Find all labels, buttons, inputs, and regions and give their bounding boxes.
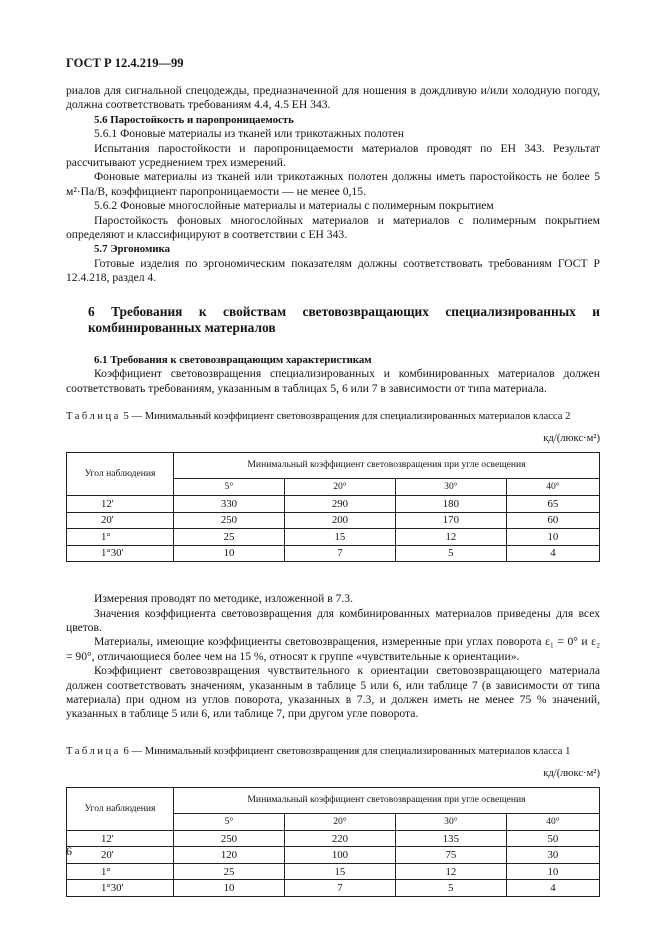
table-5-header-angle: 30° bbox=[395, 479, 506, 496]
table-cell: 1° bbox=[67, 863, 174, 880]
section-5-6-1-paragraph-1: Испытания паростойкости и паропроницаемости материалов проводят по ЕН 343. Результат рассчитывают усреднением трех измерений. bbox=[66, 141, 600, 170]
table-cell: 4 bbox=[506, 545, 599, 562]
table-cell: 250 bbox=[174, 830, 285, 847]
table-6-header-angle: 40° bbox=[506, 813, 599, 830]
section-5-6-1-paragraph-2: Фоновые материалы из тканей или трикотажных полотен должны иметь паростойкость не более 5 м²·Па/В, коэффициент паропроницаемости — не менее 0,15. bbox=[66, 170, 600, 198]
table-cell: 25 bbox=[174, 863, 285, 880]
table-cell: 60 bbox=[506, 512, 599, 529]
paragraph-sensitive: Коэффициент световозвращения чувствительного к ориентации световозвращающего материала должен соответствовать значениям, указанным в таблице 5 или 6, или таблице 7 (в зависимости от типа материала) при одном из углов поворота, указанных в 7.3, и должен иметь не менее 75 % значений, указанных в таблице 5 или 6, или таблице 7, при другом угле поворота. bbox=[66, 664, 600, 721]
table-row bbox=[67, 529, 600, 546]
table-6-header-angle: 30° bbox=[395, 813, 506, 830]
section-6-1-paragraph: Коэффициент световозвращения специализированных и комбинированных материалов должен соответствовать требованиям, указанным в таблицах 5, 6 или 7 в зависимости от типа материала. bbox=[66, 367, 600, 395]
paragraph-orientation: Материалы, имеющие коэффициенты световозвращения, измеренные при углах поворота ε₁ = 0° и ε₂ = 90°, отличающиеся более чем на 15 %, относят к группе «чувствительные к ориентации». bbox=[66, 635, 600, 663]
table-cell: 135 bbox=[395, 830, 506, 847]
table-6 bbox=[66, 787, 600, 897]
table-5 bbox=[66, 452, 600, 562]
table-cell: 12 bbox=[395, 529, 506, 546]
table-5-unit: кд/(люкс·м²) bbox=[543, 432, 600, 444]
table-row bbox=[67, 496, 600, 513]
page-number: 6 bbox=[66, 844, 72, 858]
table-row bbox=[67, 512, 600, 529]
table-5-header-observation: Угол наблюдения bbox=[67, 453, 174, 496]
table-cell: 250 bbox=[174, 512, 285, 529]
paragraph-continued: риалов для сигнальной спецодежды, предназначенной для ношения в дождливую и/или холодную погоду, должна соответствовать требованиям 4.4, 4.5 ЕН 343. bbox=[66, 84, 600, 112]
table-cell: 12' bbox=[67, 496, 174, 513]
table-cell: 290 bbox=[284, 496, 395, 513]
table-row bbox=[67, 847, 600, 864]
table-cell: 180 bbox=[395, 496, 506, 513]
table-cell: 100 bbox=[284, 847, 395, 864]
table-cell: 120 bbox=[174, 847, 285, 864]
table-cell: 4 bbox=[506, 880, 599, 897]
table-row bbox=[67, 545, 600, 562]
section-6-title: 6 Требования к свойствам световозвращающих специализированных и комбинированных материалов bbox=[88, 303, 600, 335]
section-6-1-title: 6.1 Требования к световозвращающим характеристикам bbox=[94, 353, 372, 366]
table-cell: 50 bbox=[506, 830, 599, 847]
table-5-caption: Таблица 5 — Минимальный коэффициент световозвращения для специализированных материалов класса 2 bbox=[66, 410, 571, 422]
table-cell: 15 bbox=[284, 529, 395, 546]
paragraph-measurement: Измерения проводят по методике, изложенной в 7.3. bbox=[94, 592, 354, 606]
table-cell: 200 bbox=[284, 512, 395, 529]
page-header: ГОСТ Р 12.4.219—99 bbox=[66, 56, 184, 70]
table-6-header-group: Минимальный коэффициент световозвращения при угле освещения bbox=[174, 787, 600, 813]
table-cell: 1°30' bbox=[67, 545, 174, 562]
section-5-6-2-paragraph: Паростойкость фоновых многослойных материалов и материалов с полимерным покрытием определяют и классифицируют в соответствии с ЕН 343. bbox=[66, 213, 600, 242]
table-cell: 330 bbox=[174, 496, 285, 513]
table-cell: 20' bbox=[67, 847, 174, 864]
table-cell: 25 bbox=[174, 529, 285, 546]
section-5-6-1-title: 5.6.1 Фоновые материалы из тканей или трикотажных полотен bbox=[94, 127, 404, 141]
table-row bbox=[67, 830, 600, 847]
table-cell: 30 bbox=[506, 847, 599, 864]
table-5-header-angle: 5° bbox=[174, 479, 285, 496]
section-5-6-title: 5.6 Паростойкость и паропроницаемость bbox=[94, 113, 294, 126]
table-5-header-group: Минимальный коэффициент световозвращения при угле освещения bbox=[174, 453, 600, 479]
table-cell: 20' bbox=[67, 512, 174, 529]
table-cell: 220 bbox=[284, 830, 395, 847]
paragraph-combined: Значения коэффициента световозвращения для комбинированных материалов приведены для всех цветов. bbox=[66, 606, 600, 634]
table-5-header-angle: 20° bbox=[284, 479, 395, 496]
section-5-7-paragraph: Готовые изделия по эргономическим показателям должны соответствовать требованиям ГОСТ Р 12.4.218, раздел 4. bbox=[66, 256, 600, 285]
table-6-caption: Таблица 6 — Минимальный коэффициент световозвращения для специализированных материалов класса 1 bbox=[66, 745, 571, 757]
table-6-header-angle: 5° bbox=[174, 813, 285, 830]
table-5-header-angle: 40° bbox=[506, 479, 599, 496]
table-row bbox=[67, 863, 600, 880]
table-6-unit: кд/(люкс·м²) bbox=[543, 767, 600, 779]
table-cell: 7 bbox=[284, 880, 395, 897]
table-cell: 65 bbox=[506, 496, 599, 513]
table-cell: 10 bbox=[174, 880, 285, 897]
table-cell: 5 bbox=[395, 880, 506, 897]
table-6-header-angle: 20° bbox=[284, 813, 395, 830]
table-cell: 75 bbox=[395, 847, 506, 864]
table-cell: 10 bbox=[506, 863, 599, 880]
table-cell: 1° bbox=[67, 529, 174, 546]
table-cell: 170 bbox=[395, 512, 506, 529]
section-5-6-2-title: 5.6.2 Фоновые многослойные материалы и материалы с полимерным покрытием bbox=[94, 199, 494, 213]
section-5-7-title: 5.7 Эргономика bbox=[94, 243, 170, 256]
table-cell: 5 bbox=[395, 545, 506, 562]
table-cell: 7 bbox=[284, 545, 395, 562]
table-row bbox=[67, 880, 600, 897]
table-6-header-observation: Угол наблюдения bbox=[67, 787, 174, 830]
table-cell: 10 bbox=[174, 545, 285, 562]
table-cell: 1°30' bbox=[67, 880, 174, 897]
table-cell: 15 bbox=[284, 863, 395, 880]
page-body bbox=[66, 84, 600, 897]
table-cell: 12' bbox=[67, 830, 174, 847]
table-cell: 10 bbox=[506, 529, 599, 546]
table-cell: 12 bbox=[395, 863, 506, 880]
